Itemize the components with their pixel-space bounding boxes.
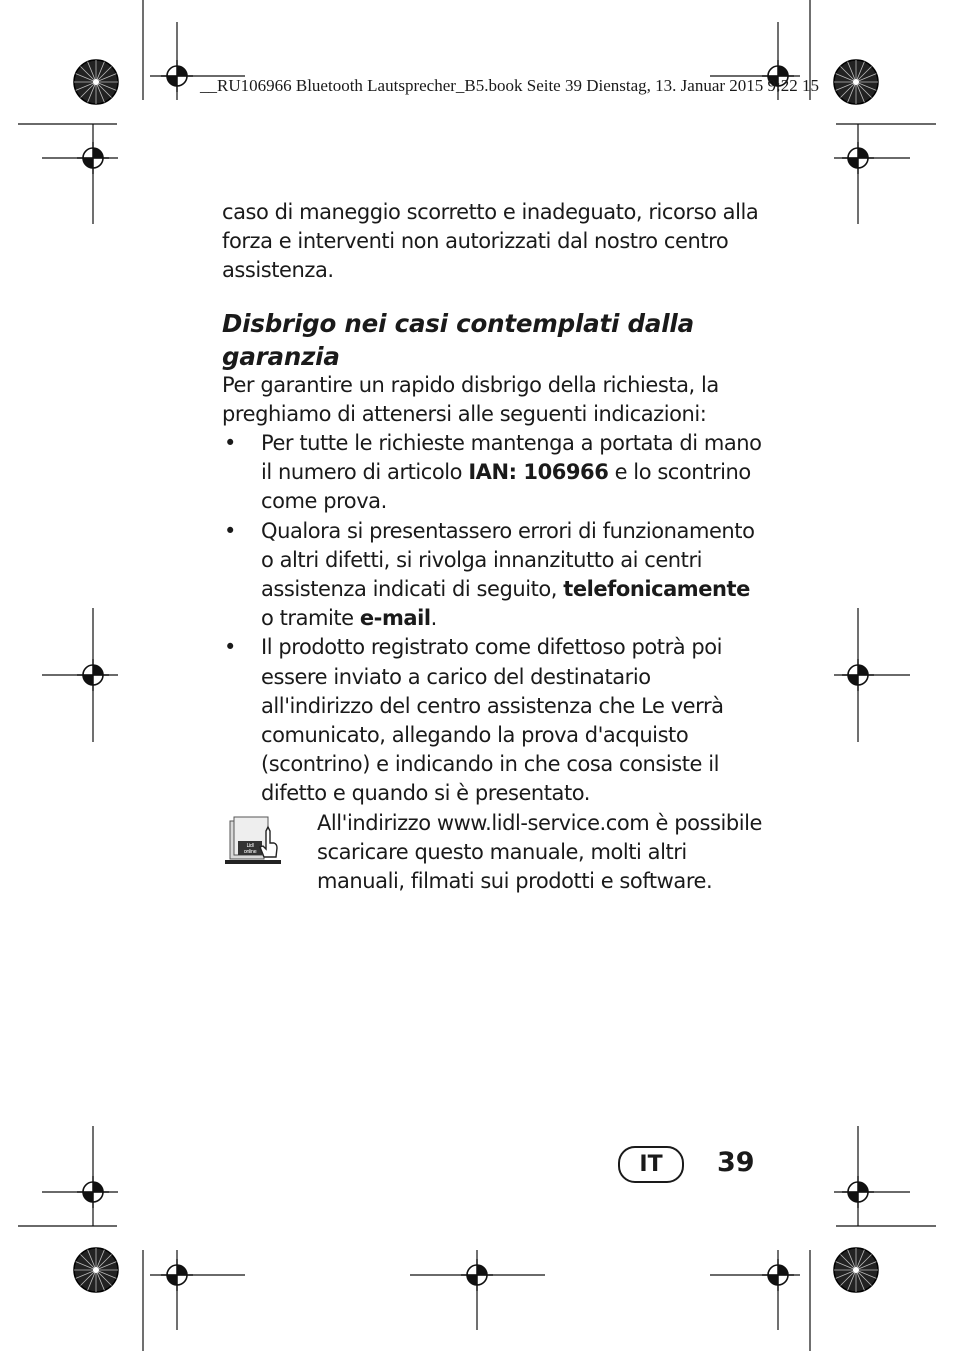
bullet-icon: • xyxy=(224,635,236,660)
list-item-text: e lo scontrino come prova. xyxy=(261,460,751,514)
list-item-text: . xyxy=(430,606,437,631)
contact-method-phone: telefonicamente xyxy=(563,577,750,602)
section-intro: Per garantire un rapido disbrigo della richiesta, la preghiamo di attenersi alle seguenti indicazioni: xyxy=(222,372,719,426)
contact-method-email: e-mail xyxy=(359,606,431,631)
list-item-text: Il prodotto registrato come difettoso potrà poi essere inviato a carico del destinatario all'indirizzo del centro assistenza che Le verrà comunicato, allegando la prova d'acquisto (scontrino) e indicando in che cosa consiste il difetto e quando si è presentato. xyxy=(261,635,724,806)
list-item-text: Qualora si presentassero errori di funzionamento o altri difetti, si rivolga innanzitutto ai centri assistenza indicati di seguito, xyxy=(261,518,755,602)
lidl-online-icon xyxy=(222,813,284,867)
language-badge: IT xyxy=(618,1146,684,1183)
article-number: IAN: 106966 xyxy=(468,460,609,485)
list-item xyxy=(222,517,762,634)
svg-text:Lidl: Lidl xyxy=(246,842,254,849)
download-note xyxy=(222,809,762,897)
list-item-text: Per tutte le richieste mantenga a portata di mano il numero di articolo xyxy=(261,431,762,485)
bullet-icon: • xyxy=(224,518,236,543)
section-title: Disbrigo nei casi contemplati dalla garanzia xyxy=(222,308,694,371)
svg-text:online: online xyxy=(243,848,257,855)
intro-paragraph: caso di maneggio scorretto e inadeguato, ricorso alla forza e interventi non autorizzati dal nostro centro assistenza. xyxy=(222,200,759,283)
page-number: 39 xyxy=(717,1147,755,1178)
list-item xyxy=(222,633,762,808)
bullet-icon: • xyxy=(224,431,236,456)
page-content xyxy=(222,198,762,896)
list-item-text: o tramite xyxy=(261,606,360,631)
download-note-text: All'indirizzo www.lidl-service.com è possibile scaricare questo manuale, molti altri manuali, filmati sui prodotti e software. xyxy=(317,810,762,894)
print-file-header: __RU106966 Bluetooth Lautsprecher_B5.book Seite 39 Dienstag, 13. Januar 2015 9:22 15 xyxy=(200,76,819,95)
list-item xyxy=(222,429,762,517)
page-footer xyxy=(618,1144,768,1184)
instruction-list xyxy=(222,429,762,809)
